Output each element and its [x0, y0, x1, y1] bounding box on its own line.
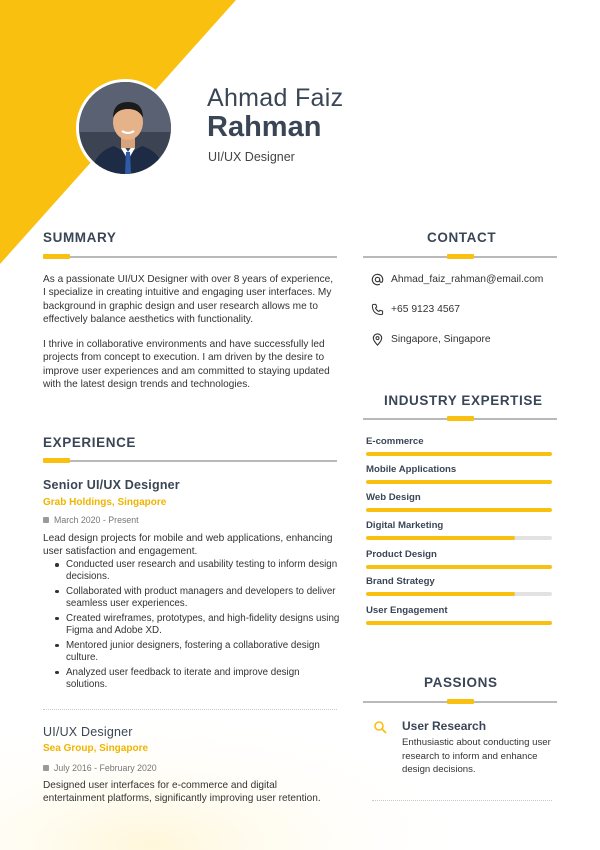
job-title: Senior UI/UX Designer: [43, 478, 180, 492]
skill-level-bar: [366, 592, 552, 596]
calendar-icon: [43, 517, 49, 523]
list-item: Mentored junior designers, fostering a collaborative design culture.: [66, 640, 340, 664]
list-item: Collaborated with product managers and developers to deliver seamless user experiences.: [66, 586, 340, 610]
job-title: UI/UX Designer: [43, 725, 133, 739]
skill-level-fill: [366, 621, 552, 625]
job-date-text: March 2020 - Present: [54, 515, 139, 525]
contact-phone-text[interactable]: +65 9123 4567: [391, 304, 461, 315]
passion-separator: [372, 800, 552, 801]
skill-level-bar: [366, 452, 552, 456]
skill-level-bar: [366, 480, 552, 484]
skill-level-fill: [366, 536, 515, 540]
passion-description: Enthusiastic about conducting user research to inform and enhance design decisions.: [402, 737, 551, 776]
skill-label: E-commerce: [366, 436, 424, 447]
skill-level-fill: [366, 508, 552, 512]
skill-label: Product Design: [366, 549, 437, 560]
phone-icon: [371, 303, 384, 316]
skill-level-bar: [366, 508, 552, 512]
first-name: Ahmad Faiz: [207, 84, 344, 112]
job-date-text: July 2016 - February 2020: [54, 763, 157, 773]
experience-divider: [43, 460, 337, 462]
contact-location: [371, 333, 491, 346]
contact-phone[interactable]: [371, 303, 460, 316]
calendar-icon: [43, 765, 49, 771]
location-pin-icon: [371, 333, 384, 346]
skill-label: User Engagement: [366, 605, 448, 616]
job-description: Designed user interfaces for e-commerce and digital entertainment platforms, significantly improving user retention.: [43, 780, 321, 805]
summary-paragraph-2: I thrive in collaborative environments and have successfully led projects from concept to execution. I am driven by the desire to improve user experiences and am committed to staying updated with the latest design trends and technologies.: [43, 339, 330, 390]
list-item: Analyzed user feedback to iterate and improve design solutions.: [66, 667, 340, 691]
summary-paragraph-1: As a passionate UI/UX Designer with over 8 years of experience, I specialize in creating intuitive and engaging user interfaces. My background in graphic design and user research allows me to effectively balance aesthetics with functionality.: [43, 274, 334, 325]
skill-label: Mobile Applications: [366, 464, 457, 475]
skill-label: Digital Marketing: [366, 520, 444, 531]
last-name: Rahman: [207, 111, 322, 143]
contact-email[interactable]: [371, 273, 543, 286]
summary-heading: SUMMARY: [43, 230, 117, 245]
job-date: [43, 763, 157, 773]
job-role: UI/UX Designer: [208, 150, 295, 164]
passions-heading: PASSIONS: [424, 675, 498, 690]
skill-level-fill: [366, 565, 552, 569]
experience-heading: EXPERIENCE: [43, 435, 137, 450]
passion-title: User Research: [402, 719, 487, 733]
skill-level-fill: [366, 480, 552, 484]
skill-level-fill: [366, 452, 552, 456]
skill-level-bar: [366, 621, 552, 625]
skill-level-bar: [366, 565, 552, 569]
summary-divider: [43, 256, 337, 258]
contact-heading: CONTACT: [427, 230, 497, 245]
skill-label: Brand Strategy: [366, 576, 435, 587]
job-company: Sea Group, Singapore: [43, 743, 149, 754]
search-icon: [373, 720, 387, 734]
passions-divider: [363, 701, 557, 703]
job-company: Grab Holdings, Singapore: [43, 497, 167, 508]
expertise-divider: [363, 418, 557, 420]
job-description: Lead design projects for mobile and web applications, enhancing user satisfaction and engagement.: [43, 533, 333, 558]
job-date: [43, 515, 139, 525]
skill-level-fill: [366, 592, 515, 596]
contact-location-text: Singapore, Singapore: [391, 334, 491, 345]
list-item: Conducted user research and usability testing to inform design decisions.: [66, 559, 340, 583]
avatar: [76, 79, 174, 177]
skill-label: Web Design: [366, 492, 421, 503]
list-item: Created wireframes, prototypes, and high-fidelity designs using Figma and Adobe XD.: [66, 612, 340, 636]
contact-divider: [363, 256, 557, 258]
job-separator: [43, 709, 337, 710]
skill-level-bar: [366, 536, 552, 540]
job-bullets: [66, 559, 340, 694]
at-icon: [371, 273, 384, 286]
expertise-heading: INDUSTRY EXPERTISE: [384, 393, 543, 408]
contact-email-text[interactable]: Ahmad_faiz_rahman@email.com: [391, 274, 544, 285]
